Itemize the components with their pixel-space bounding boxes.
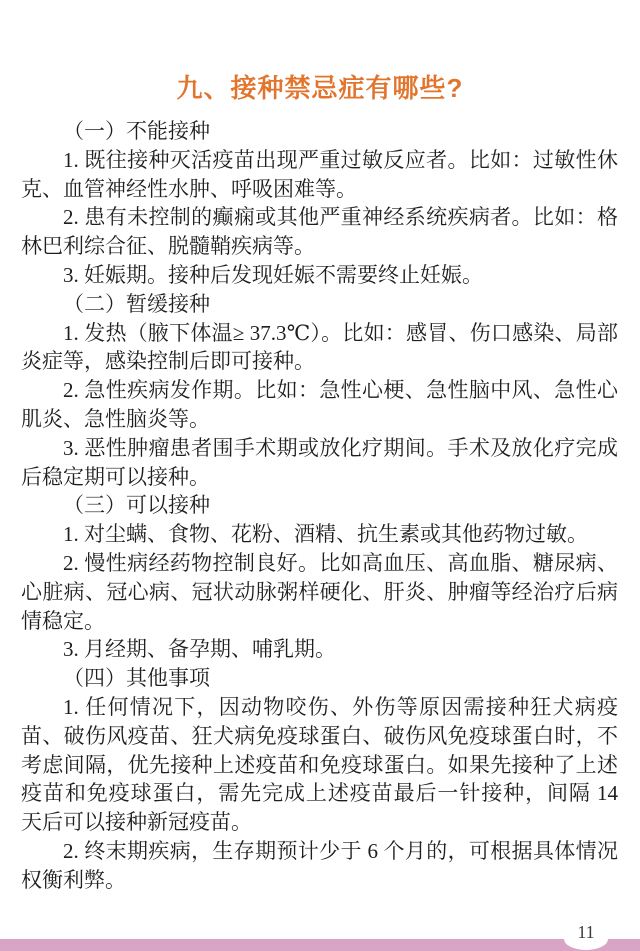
- page-title: 九、接种禁忌症有哪些?: [176, 73, 464, 103]
- page-number: 11: [577, 922, 595, 942]
- section-heading: （三）可以接种: [63, 493, 210, 518]
- section-heading: （四）其他事项: [63, 666, 210, 691]
- section-heading: （二）暂缓接种: [63, 291, 210, 316]
- paragraph: 2. 慢性病经药物控制良好。比如高血压、高血脂、糖尿病、心脏病、冠心病、冠状动脉粥样硬化、肝炎、肿瘤等经治疗后病情稳定。: [21, 550, 618, 633]
- section-heading: （一）不能接种: [63, 119, 210, 143]
- footer-decoration-bar: [0, 939, 640, 951]
- paragraph: 1. 既往接种灭活疫苗出现严重过敏反应者。比如：过敏性休克、血管神经性水肿、呼吸困难等。: [21, 147, 618, 201]
- body-text: [21, 117, 618, 895]
- paragraph: 3. 恶性肿瘤患者围手术期或放化疗期间。手术及放化疗完成后稳定期可以接种。: [21, 435, 618, 489]
- paragraph: 1. 任何情况下，因动物咬伤、外伤等原因需接种狂犬病疫苗、破伤风疫苗、狂犬病免疫球蛋白、破伤风免疫球蛋白时，不考虑间隔，优先接种上述疫苗和免疫球蛋白。如果先接种了上述疫苗和免疫球蛋白，需先完成上述疫苗最后一针接种，间隔 14 天后可以接种新冠疫苗。: [21, 694, 618, 835]
- paragraph: 2. 患有未控制的癫痫或其他严重神经系统疾病者。比如：格林巴利综合征、脱髓鞘疾病等。: [21, 205, 618, 259]
- paragraph: 3. 妊娠期。接种后发现妊娠不需要终止妊娠。: [63, 262, 483, 287]
- paragraph: 2. 急性疾病发作期。比如：急性心梗、急性脑中风、急性心肌炎、急性脑炎等。: [21, 378, 618, 431]
- paragraph: 2. 终末期疾病，生存期预计少于 6 个月的，可根据具体情况权衡利弊。: [21, 838, 618, 892]
- paragraph: 1. 发热（腋下体温≥ 37.3℃）。比如：感冒、伤口感染、局部炎症等，感染控制后即可接种。: [21, 320, 618, 374]
- paragraph: 1. 对尘螨、食物、花粉、酒精、抗生素或其他药物过敏。: [63, 522, 588, 547]
- paragraph: 3. 月经期、备孕期、哺乳期。: [63, 637, 336, 662]
